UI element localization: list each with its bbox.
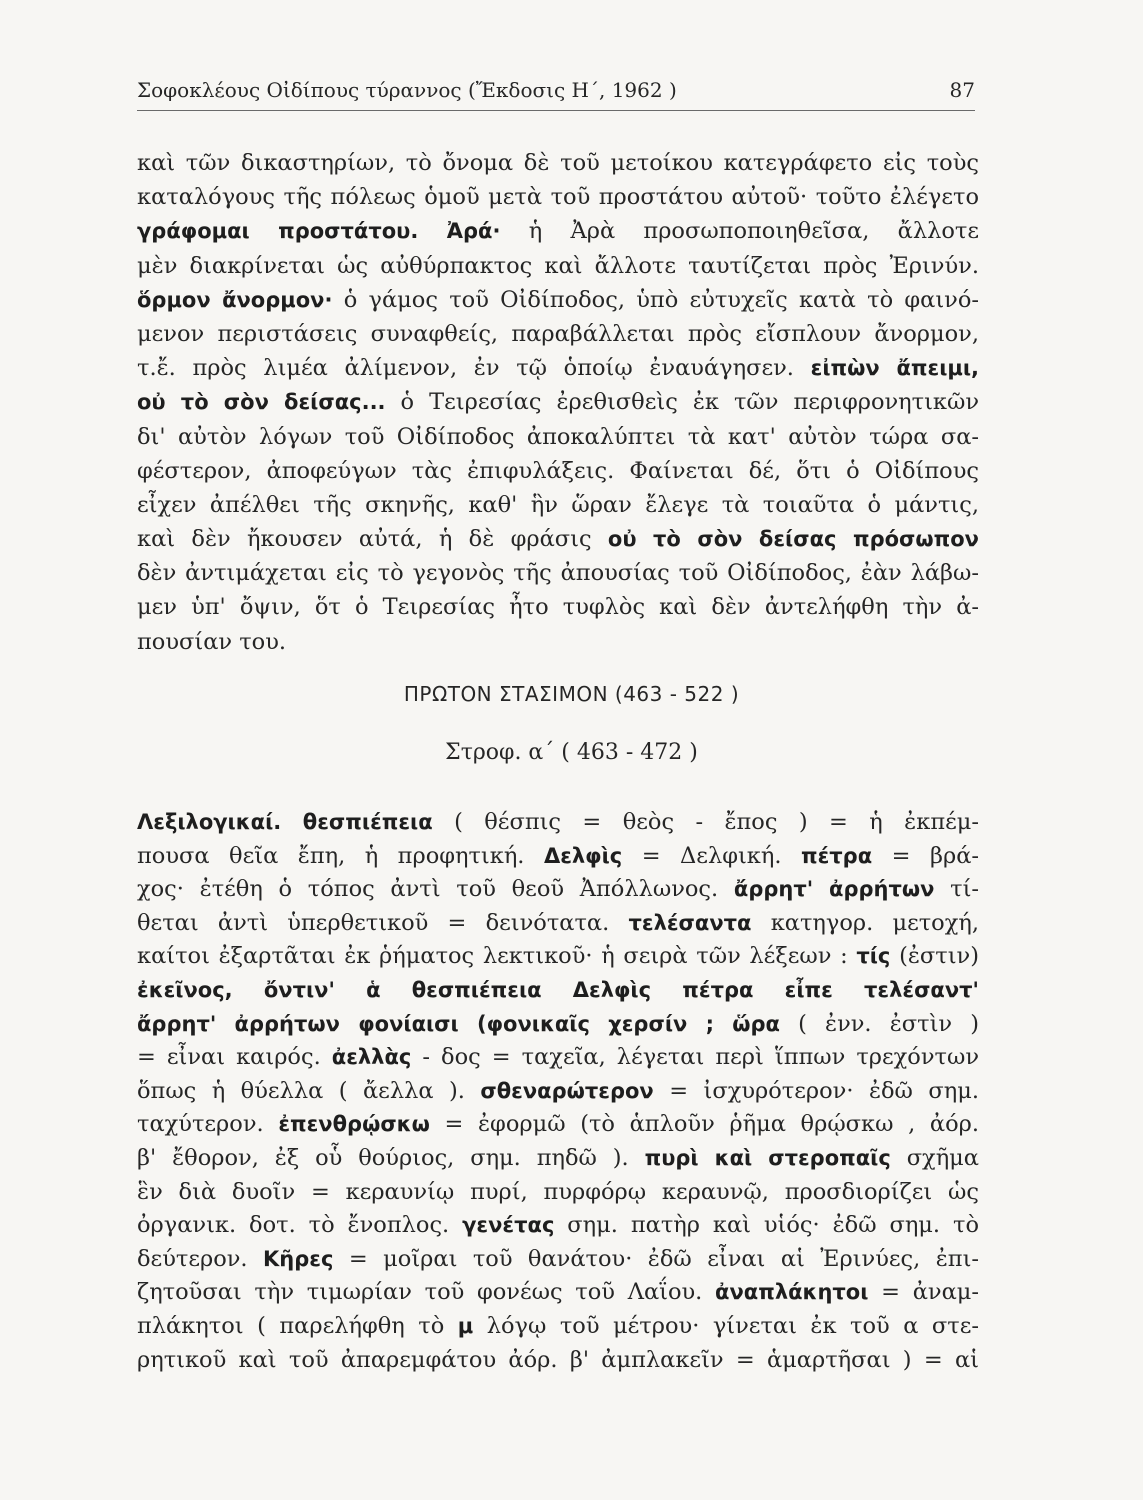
text-line	[137, 1344, 979, 1378]
text-segment: σχῆμα	[890, 1144, 979, 1171]
text-segment: β' ἔθορον, ἐξ οὗ θούριος, σημ. πηδῶ ).	[137, 1144, 645, 1171]
text-segment: ἡ Ἀρὰ προσωποποιηθεῖσα, ἄλλοτε	[500, 218, 980, 245]
text-segment: (ἐστιν)	[890, 943, 979, 970]
text-segment: δὲν ἀντιμάχεται εἰς τὸ γεγονὸς τῆς ἀπουσίας τοῦ Οἰδίποδος, ἐὰν λάβω-	[137, 560, 979, 587]
text-segment: ( ἐνν. ἐστὶν )	[779, 1010, 979, 1037]
text-line	[137, 940, 979, 974]
text-segment: ὁ γάμος τοῦ Οἰδίποδος, ὑπὸ εὐτυχεῖς κατὰ τὸ φαινό-	[332, 286, 979, 313]
header-rule	[137, 110, 975, 111]
text-line	[137, 385, 979, 419]
text-line	[137, 840, 979, 874]
text-line	[137, 1310, 979, 1344]
lemma-term: ὅρμον ἄνορμον·	[137, 287, 333, 312]
lemma-term: Κῆρες	[263, 1246, 334, 1271]
lemma-term: πυρὶ καὶ στεροπαῖς	[644, 1145, 891, 1170]
text-line	[137, 806, 979, 840]
text-line	[137, 1243, 979, 1277]
text-line	[137, 1276, 979, 1310]
commentary-block-2	[137, 806, 979, 1377]
text-segment: ρητικοῦ καὶ τοῦ ἀπαρεμφάτου ἀόρ. β' ἀμπλακεῖν = ἁμαρτῆσαι ) = αἱ	[137, 1346, 979, 1373]
text-segment: λόγῳ τοῦ μέτρου· γίνεται ἐκ τοῦ α στε-	[473, 1312, 979, 1339]
lemma-term: ἀελλὰς	[331, 1045, 412, 1070]
commentary-block-1	[137, 146, 979, 659]
section-heading-stasimon: ΠΡΩΤΟΝ ΣΤΑΣΙΜΟΝ (463 - 522 )	[403, 682, 740, 706]
text-segment: = εἶναι καιρός.	[137, 1044, 332, 1071]
text-line	[137, 317, 979, 351]
text-segment: = ἀναμ-	[868, 1279, 979, 1306]
text-segment: μὲν διακρίνεται ὡς αὐθύρπακτος καὶ ἄλλοτε ταυτίζεται πρὸς Ἐρινύν.	[137, 252, 979, 279]
text-segment: τ.ἔ. πρὸς λιμέα ἀλίμενον, ἐν τῷ ὁποίῳ ἐναυάγησεν.	[137, 355, 811, 382]
lemma-term: τίς	[856, 944, 891, 969]
text-line	[137, 1075, 979, 1109]
text-segment: καταλόγους τῆς πόλεως ὁμοῦ μετὰ τοῦ προστάτου αὐτοῦ· τοῦτο ἐλέγετο	[137, 184, 979, 211]
page-number: 87	[949, 78, 975, 102]
lemma-term: οὐ τὸ σὸν δείσας...	[137, 390, 386, 415]
text-line	[137, 249, 979, 283]
lemma-term: πέτρα	[800, 843, 873, 868]
lemma-term: ἄρρητ' ἀρρήτων	[733, 877, 935, 902]
running-header	[137, 74, 975, 110]
section-heading-strophe: Στροφ. α΄ ( 463 - 472 )	[445, 740, 698, 765]
text-segment: σημ. πατὴρ καὶ υἱός· ἐδῶ σημ. τὸ	[554, 1212, 979, 1239]
text-line	[137, 180, 979, 214]
text-line	[137, 420, 979, 454]
lemma-term: Δελφὶς	[543, 843, 623, 868]
text-segment: καίτοι ἐξαρτᾶται ἐκ ῥήματος λεκτικοῦ· ἡ σειρὰ τῶν λέξεων :	[137, 943, 857, 970]
text-segment: δεύτερον.	[137, 1245, 264, 1272]
lemma-term: Λεξιλογικαί. θεσπιέπεια	[137, 810, 433, 834]
header-title: Σοφοκλέους Οἰδίπους τύραννος (Ἔκδοσις Η΄, 1962 )	[137, 78, 677, 102]
text-segment: - δος = ταχεῖα, λέγεται περὶ ἵππων τρεχόντων	[411, 1044, 979, 1071]
text-segment: ὁ Τειρεσίας ἐρεθισθεὶς ἐκ τῶν περιφρονητικῶν	[385, 389, 980, 416]
lemma-term: ἐπενθρῴσκω	[278, 1112, 430, 1137]
text-segment: τί-	[934, 876, 980, 903]
text-line	[137, 625, 979, 659]
text-line	[137, 522, 979, 556]
lemma-term: τελέσαντα	[628, 910, 752, 935]
lemma-term: ἐκεῖνος, ὄντιν' ἁ θεσπιέπεια Δελφὶς πέτρα εἶπε τελέσαντ'	[137, 977, 979, 1002]
lemma-term: ἄρρητ' ἀρρήτων φονίαισι (φονικαῖς χερσίν ; ὥρα	[137, 1011, 780, 1036]
text-segment: χος· ἐτέθη ὁ τόπος ἀντὶ τοῦ θεοῦ Ἀπόλλωνος.	[137, 876, 734, 903]
text-segment: ὀργανικ. δοτ. τὸ ἔνοπλος.	[137, 1212, 463, 1239]
text-line	[137, 873, 979, 907]
text-line	[137, 283, 979, 317]
text-segment: δι' αὐτὸν λόγων τοῦ Οἰδίποδος ἀποκαλύπτει τὰ κατ' αὐτὸν τώρα σα-	[137, 423, 979, 450]
text-line	[137, 146, 979, 180]
text-segment: μενον περιστάσεις συναφθείς, παραβάλλεται πρὸς εἴσπλουν ἄνορμον,	[137, 320, 979, 347]
text-line	[137, 488, 979, 522]
text-segment: θεται ἀντὶ ὑπερθετικοῦ = δεινότατα.	[137, 909, 629, 936]
text-segment: φέστερον, ἀποφεύγων τὰς ἐπιφυλάξεις. Φαίνεται δέ, ὅτι ὁ Οἰδίπους	[137, 457, 979, 484]
lemma-term: γράφομαι προστάτου. Ἀρά·	[137, 219, 501, 244]
text-line	[137, 907, 979, 941]
text-line	[137, 556, 979, 590]
text-segment: μεν ὑπ' ὄψιν, ὅτ ὁ Τειρεσίας ἦτο τυφλὸς καὶ δὲν ἀντελήφθη τὴν ἀ-	[137, 594, 979, 621]
text-segment: = βρά-	[872, 842, 980, 869]
lemma-term: γενέτας	[462, 1213, 555, 1238]
text-line	[137, 1008, 979, 1042]
text-segment: ζητοῦσαι τὴν τιμωρίαν τοῦ φονέως τοῦ Λαΐου.	[137, 1279, 716, 1306]
lemma-term: μ	[457, 1313, 474, 1338]
text-segment: ὅπως ἡ θύελλα ( ἄελλα ).	[137, 1077, 481, 1104]
text-segment: εἶχεν ἀπέλθει τῆς σκηνῆς, καθ' ἣν ὥραν ἔλεγε τὰ τοιαῦτα ὁ μάντις,	[137, 491, 979, 518]
text-line	[137, 1209, 979, 1243]
text-line	[137, 214, 979, 248]
text-segment: = ἐφορμῶ (τὸ ἁπλοῦν ῥῆμα θρῴσκω , ἀόρ.	[429, 1111, 979, 1138]
lemma-term: ἀναπλάκητοι	[715, 1280, 869, 1305]
text-line	[137, 1041, 979, 1075]
text-segment: ἓν διὰ δυοῖν = κεραυνίῳ πυρί, πυρφόρῳ κεραυνῷ, προσδιορίζει ὡς	[137, 1178, 979, 1205]
text-line	[137, 351, 979, 385]
text-segment: ( θέσπις = θεὸς - ἔπος ) = ἡ ἐκπέμ-	[432, 809, 979, 835]
text-segment: καὶ τῶν δικαστηρίων, τὸ ὄνομα δὲ τοῦ μετοίκου κατεγράφετο εἰς τοὺς	[137, 150, 979, 176]
text-segment: πουσίαν του.	[137, 628, 287, 655]
lemma-term: εἰπὼν ἄπειμι,	[810, 356, 980, 381]
lemma-term: σθεναρώτερον	[480, 1078, 654, 1103]
text-line	[137, 1176, 979, 1210]
text-line	[137, 974, 979, 1008]
text-segment: = μοῖραι τοῦ θανάτου· ἐδῶ εἶναι αἱ Ἐρινύες, ἐπι-	[333, 1245, 979, 1272]
text-segment: πουσα θεῖα ἔπη, ἡ προφητική.	[137, 842, 544, 869]
text-line	[137, 454, 979, 488]
text-line	[137, 590, 979, 624]
text-segment: καὶ δὲν ἤκουσεν αὐτά, ἡ δὲ φράσις	[137, 526, 608, 553]
text-line	[137, 1108, 979, 1142]
text-segment: = Δελφική.	[622, 842, 801, 869]
text-segment: πλάκητοι ( παρελήφθη τὸ	[137, 1312, 458, 1339]
text-segment: = ἰσχυρότερον· ἐδῶ σημ.	[653, 1077, 979, 1104]
text-segment: ταχύτερον.	[137, 1111, 279, 1138]
text-line	[137, 1142, 979, 1176]
lemma-term: οὐ τὸ σὸν δείσας πρόσωπον	[607, 527, 979, 552]
text-segment: κατηγορ. μετοχή,	[751, 909, 979, 936]
